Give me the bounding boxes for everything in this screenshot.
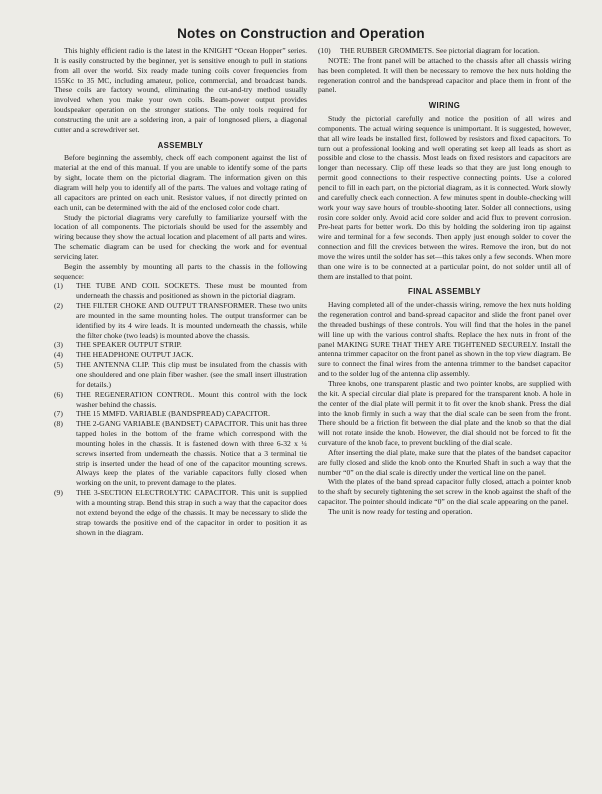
assembly-step [54,390,307,410]
step-number: (3) [54,340,63,350]
step-text: THE RUBBER GROMMETS. See pictorial diagram for location. [340,46,540,55]
step-number: (5) [54,360,63,370]
step-number: (1) [54,281,63,291]
assembly-step [54,409,307,419]
step-text: THE SPEAKER OUTPUT STRIP. [76,340,182,350]
assembly-step [318,46,571,56]
step-text: THE ANTENNA CLIP. This clip must be insulated from the chassis with one shouldered and one plain fiber washer. (see the small insert illustration for details.) [76,360,307,389]
final-paragraph-5: The unit is now ready for testing and operation. [328,506,473,516]
step-number: (8) [54,419,63,429]
intro-paragraph: This highly efficient radio is the latest in the KNIGHT “Ocean Hopper” series. It is easily constructed by the beginner, yet is sensitive enough to pull in stations from all over the world. Six ready made tuning coils cover frequencies from 155Kc to 35 MC, including amateur, police, commercial, and broadcast bands. These coils are factory wound, eliminating the cut-and-try method usually involved when you make your own coils. Beam-power output provides loudspeaker operation on the stronger stations. The only tools required for constructing the unit are a soldering iron, a pair of longnosed pliers, a diagonal cutter and a screwdriver set. [54,46,307,134]
assembly-heading: ASSEMBLY [157,140,204,150]
step-number: (9) [54,488,63,498]
final-assembly-heading: FINAL ASSEMBLY [408,287,481,297]
step-text: THE TUBE AND COIL SOCKETS. These must be mounted from underneath the chassis and positioned as shown in the pictorial diagram. [76,281,307,301]
assembly-step [54,301,307,340]
step-number: (4) [54,350,63,360]
left-column [54,46,307,537]
note-paragraph: NOTE: The front panel will be attached to the chassis after all chassis wiring has been completed. It will then be necessary to remove the hex nuts holding the regeneration control and the bandspread capacitor and place them in front of the panel. [318,55,571,95]
assembly-paragraph-3: Begin the assembly by mounting all parts to the chassis in the following sequence: [54,261,307,281]
assembly-step [54,488,307,537]
step-number: (10) [318,46,331,55]
final-paragraph-4: With the plates of the band spread capacitor fully closed, attach a pointer knob to the shaft by securely tightening the set screw in the knob against the shaft of the capacitor. The pointer should indicate “0” on the dial scale appearing on the panel. [318,477,571,507]
page-title: Notes on Construction and Operation [177,26,425,41]
final-paragraph-1: Having completed all of the under-chassis wiring, remove the hex nuts holding the regeneration control and band-spread capacitor and slide the front panel over the threaded bushings of these controls. You will find that the holes in the panel will line up with the various control shafts. Replace the hex nuts in front of the panel MAKING SURE THAT THEY ARE TIGHTENED SECURELY. Install the antenna trimmer capacitor on the front panel as shown in the top view diagram. Be sure to connect the final wires from the antenna trimmer to the bandset capacitor and to the solder lug of the antenna clip assembly. [318,300,571,379]
step-text: THE 15 MMFD. VARIABLE (BANDSPREAD) CAPACITOR. [76,409,271,419]
step-number: (7) [54,409,63,419]
step-text: THE 2-GANG VARIABLE (BANDSET) CAPACITOR. This unit has three tapped holes in the bottom of the frame which correspond with the mounting holes in the chassis. It is fastened down with three 6-32 x ¼ screws inserted from underneath the chassis. Notice that a 3 terminal tie strip is inserted under the head of one of the capacitor mounting screws. Always keep the plates of the variable capacitors fully closed when working on the unit, to prevent damage to the plates. [76,419,307,488]
step-number: (6) [54,389,63,399]
wiring-paragraph: Study the pictorial carefully and notice the position of all wires and components. The actual wiring sequence is unimportant. It is suggested, however, that all wire leads be installed first, followed by resistors and fixed capacitors. To turn out a professional looking and well operating set keep all leads as short as possible and close to the chassis. Most leads on fixed resistors and capacitors are longer than necessary. Clip off these leads so that they are just long enough to permit good connections to their respective connecting points. Use a colored pencil to fill in each part, on the pictorial diagram, as it is connected. Work slowly and carefully check each connection. A few minutes spent in double-checking will work your way save hours of trouble-shooting later. Solder all connections, using rosin core solder only. Avoid acid core solder and acid flux to prevent corrosion. Pre-heat parts for better work. Do this by holding the soldering iron tip against wire and terminal for a few seconds. Then apply just enough solder to cover the connection and fill the crevices between the wires. Remove the iron, but do not move the wires until the solder has set—this takes only a few seconds. When more than one wire is to be connected at a particular point, do not solder until all of them are installed to that point. [318,114,571,281]
final-paragraph-3: After inserting the dial plate, make sure that the plates of the bandset capacitor are fully closed and slide the knob onto the Knurled Shaft in such a way that the number “0” on the dial scale is directly under the vertical line on the panel. [318,447,571,477]
assembly-step [54,350,307,360]
assembly-step [54,360,307,390]
step-text: THE REGENERATION CONTROL. Mount this control with the lock washer behind the chassis. [76,389,307,409]
assembly-step [54,419,307,488]
step-text: THE 3-SECTION ELECTROLYTIC CAPACITOR. This unit is supplied with a mounting strap. Bend this strap in such a way that the capacitor does not extend beyond the edge of the chassis. It may be necessary to slide the strap towards the positive end of the capacitor in order to position it as shown in the diagram. [76,488,307,537]
assembly-paragraph-1: Before beginning the assembly, check off each component against the list of material at the end of this manual. If you are unable to identify some of the parts by sight, locate them on the pictorial diagram. The information given on this diagram will help you to identify all of the parts. The values and voltage rating of all capacitors are printed on each unit. Resistor values, if not directly printed on each unit, can be determined with the aid of the enclosed color code chart. [54,153,307,212]
assembly-step [54,340,307,350]
right-column [318,46,571,517]
step-text: THE HEADPHONE OUTPUT JACK. [76,350,194,360]
step-number: (2) [54,301,63,311]
final-paragraph-2: Three knobs, one transparent plastic and two pointer knobs, are supplied with the kit. A special circular dial plate is prepared for the transparent knob. A hole in the center of the dial plate will permit it to fit over the knob shank. Press the dial into the knob firmly in such a way that the dial scale can be seen from the front. There should be a friction fit between the dial plate and the knob so that the dial will not rotate inside the knob. However, the dial should not be forced to fit the curvature of the knob face, to prevent buckling of the dial scale. [318,379,571,448]
assembly-paragraph-2: Study the pictorial diagrams very carefully to familiarize yourself with the location of all components. The pictorials should be used for the assembly and wiring because they show the actual location and placement of all parts and wires. The schematic diagram can be used for checking the work and for eventual servicing later. [54,212,307,261]
wiring-heading: WIRING [428,101,461,111]
step-text: THE FILTER CHOKE AND OUTPUT TRANSFORMER. These two units are mounted in the same mounting holes. The output transformer can be identified by its 4 wire leads. It is mounted underneath the chassis, while the filter choke (two leads) is mounted above the chassis. [76,301,307,340]
assembly-step [54,281,307,301]
